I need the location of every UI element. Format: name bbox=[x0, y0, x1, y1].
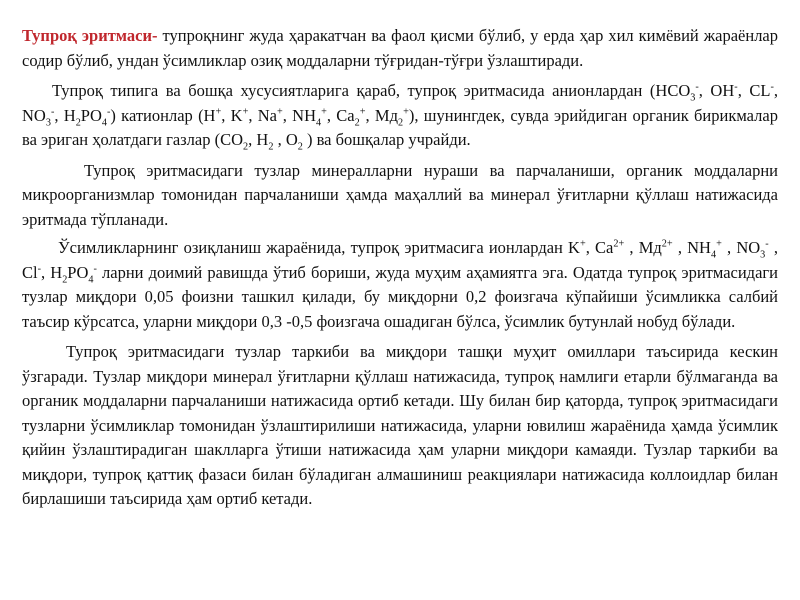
text-run: , OH bbox=[698, 81, 735, 100]
text-run: , K bbox=[221, 105, 243, 125]
superscript: + bbox=[359, 106, 366, 117]
text-run: , H bbox=[41, 262, 63, 282]
subscript: 2 bbox=[354, 116, 360, 128]
subscript: 3 bbox=[690, 92, 696, 104]
text-run: , NH bbox=[282, 105, 317, 125]
superscript: + bbox=[242, 106, 249, 117]
text-run: , O bbox=[273, 130, 298, 149]
text-run: , Na bbox=[248, 105, 277, 125]
subscript: 2 bbox=[297, 141, 303, 153]
subscript: 2 bbox=[243, 141, 249, 153]
subscript: 4 bbox=[316, 116, 322, 128]
subscript: 4 bbox=[710, 249, 717, 261]
subscript: 2 bbox=[268, 141, 274, 153]
superscript: - bbox=[770, 81, 774, 93]
superscript: - bbox=[93, 263, 97, 274]
term-heading: Тупроқ эритмаси- bbox=[22, 26, 158, 45]
subscript: 2 bbox=[75, 116, 81, 128]
definition-text: тупроқнинг жуда ҳаракатчан ва фаол қисми бўлиб, у ерда ҳар хил кимёвий жараёнлар содир бўлиб, ундан ўсимликлар озиқ моддаларни тўғридан-тўғри ўзлаштиради. bbox=[22, 26, 778, 70]
superscript: - bbox=[765, 238, 769, 250]
text-run: , CL bbox=[737, 81, 771, 100]
text-run: PO bbox=[80, 105, 102, 125]
text-run: ) катионлар (H bbox=[110, 105, 216, 125]
superscript: - bbox=[695, 81, 699, 93]
superscript: + bbox=[277, 106, 283, 117]
superscript: - bbox=[50, 106, 55, 117]
superscript: 2+ bbox=[613, 238, 625, 250]
text-run: , NH bbox=[672, 238, 711, 257]
text-run: , Ca bbox=[326, 105, 355, 125]
subscript: 2 bbox=[62, 273, 68, 285]
text-run: ) ва бошқалар учрайди. bbox=[302, 130, 471, 149]
text-run: , Cl bbox=[22, 238, 778, 282]
text-run: , NO bbox=[22, 81, 778, 125]
subscript: 3 bbox=[760, 249, 766, 261]
text-run: , H bbox=[248, 130, 269, 149]
subscript: 2 bbox=[398, 116, 404, 128]
text-run: ларни доимий равишда ўтиб бориши, жуда муҳим аҳамиятга эга. Одатда тупроқ эритмасидаги тузлар миқдори 0,05 фоизни ташкил қилади, бу миқдорни 0,2 фоизгача кўпайиши ўсимликка салбий таъсир кўрсатса, уларни миқдори 0,3 -0,5 фоизгача ошадиган бўлса, ўсимлик бутунлай нобуд бўлади. bbox=[22, 262, 778, 331]
paragraph-plant-nutrition bbox=[22, 236, 778, 334]
superscript: - bbox=[107, 106, 111, 117]
superscript: + bbox=[215, 106, 222, 117]
text-run: Тупроқ типига ва бошқа хусусиятларига қараб, тупроқ эритмасида анионлардан (HCO bbox=[52, 81, 691, 100]
subscript: 4 bbox=[88, 273, 94, 285]
paragraph-salts-accumulation: Тупроқ эритмасидаги тузлар минералларни нураши ва парчаланиши, органик моддаларни микроорганизмлар томонидан парчаланиши ҳамда маҳаллий ва минерал ўғитларни қўллаш натижасида эритмада тўпланади. bbox=[22, 160, 778, 229]
text-run: , H bbox=[54, 105, 76, 125]
text-run: , NO bbox=[721, 238, 761, 257]
text-run: , Mд bbox=[365, 105, 398, 125]
text-run: PO bbox=[67, 262, 89, 282]
superscript: + bbox=[579, 238, 586, 250]
superscript: - bbox=[37, 263, 41, 274]
text-run: , Ca bbox=[585, 238, 614, 257]
text-run: Ўсимликларнинг озиқланиш жараёнида, тупроқ эритмасига ионлардан K bbox=[58, 238, 580, 257]
subscript: 4 bbox=[101, 116, 107, 128]
superscript: + bbox=[403, 106, 409, 117]
text-run: ), шунингдек, сувда эрийдиган органик бирикмалар ва эриган ҳолатдаги газлар (CO bbox=[22, 105, 778, 149]
superscript: - bbox=[734, 81, 738, 93]
text-run: , Mд bbox=[624, 238, 662, 257]
paragraph-definition bbox=[22, 24, 778, 73]
superscript: 2+ bbox=[661, 238, 673, 250]
paragraph-salt-composition: Тупроқ эритмасидаги тузлар таркиби ва миқдори ташқи муҳит омиллари таъсирида кескин ўзгаради. Тузлар миқдори минерал ўғитларни қўллаш натижасида, тупроқ намлиги етарли бўлмаганда ва органик моддаларни парчаланиши натижасида ортиб кетади. Шу билан бир қаторда, тупроқ эритмасидаги тузларни ўсимликлар томонидан ўзлаштирилиши натижасида, уларни ювилиш жараёнида ҳамда ўсимлик қийин ўзлаштирадиган шаклларга ўтиши натижасида ҳам уларни миқдори камаяди. Тузлар таркиби ва миқдори, тупроқ қаттиқ фазаси билан бўладиган алмашиниш реакциялари натижасида коллоидлар билан бирлашиши таъсирида ҳам ортиб кетади. bbox=[22, 342, 778, 508]
superscript: + bbox=[716, 238, 722, 250]
subscript: 3 bbox=[45, 116, 51, 128]
superscript: + bbox=[321, 106, 327, 117]
paragraph-ions bbox=[22, 79, 778, 153]
